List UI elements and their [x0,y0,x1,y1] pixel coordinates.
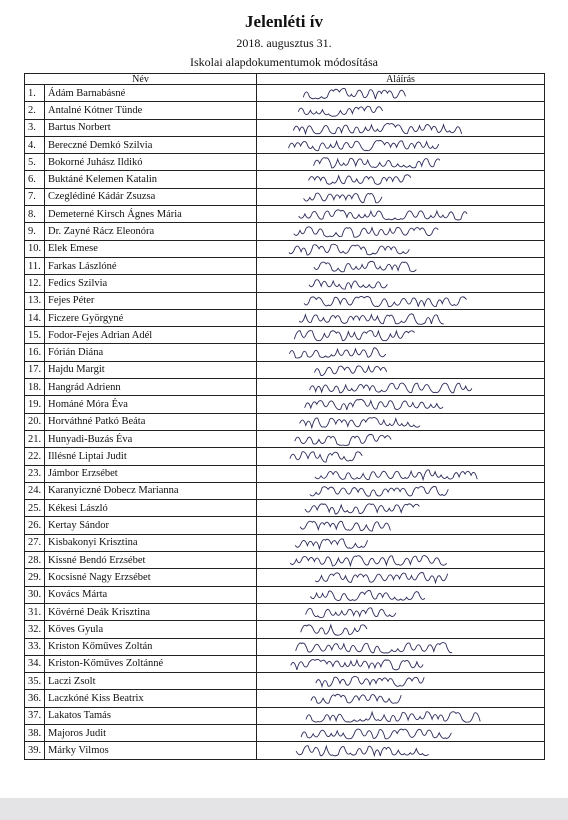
signature-cell [257,327,545,344]
table-row [25,171,545,188]
table-row [25,707,545,724]
attendee-name: Hunyadi-Buzás Éva [45,430,257,447]
signature-cell [257,344,545,361]
attendee-name: Fedics Szilvia [45,275,257,292]
table-row [25,154,545,171]
signature-cell [257,586,545,603]
signature-stroke [296,642,452,652]
signature-cell [257,517,545,534]
attendee-name: Fejes Péter [45,292,257,309]
row-number: 35. [25,673,45,690]
signature-cell [257,552,545,569]
handwritten-signature [257,171,545,188]
row-number: 36. [25,690,45,707]
signature-stroke [310,486,448,496]
signature-cell [257,188,545,205]
signature-cell [257,534,545,551]
row-number: 17. [25,361,45,378]
meeting-subject: Iskolai alapdokumentumok módosítása [190,55,378,69]
handwritten-signature [257,621,545,638]
attendee-name: Antalné Kótner Tünde [45,102,257,119]
table-header-row [25,74,545,85]
signature-stroke [316,573,448,583]
signature-stroke [290,556,446,566]
signature-stroke [291,659,423,669]
row-number: 15. [25,327,45,344]
table-row [25,309,545,326]
row-number: 2. [25,102,45,119]
handwritten-signature [257,414,545,431]
attendee-name: Kékesi László [45,500,257,517]
row-number: 6. [25,171,45,188]
row-number: 34. [25,655,45,672]
table-row [25,690,545,707]
signature-stroke [289,140,439,150]
signature-cell [257,275,545,292]
signature-stroke [294,227,438,237]
table-row [25,188,545,205]
table-row [25,361,545,378]
row-number: 24. [25,482,45,499]
table-row [25,344,545,361]
signature-stroke [306,711,480,722]
signature-cell [257,292,545,309]
table-row [25,655,545,672]
signature-stroke [295,434,391,445]
handwritten-signature [257,189,545,206]
row-number: 21. [25,430,45,447]
attendee-name: Bartus Norbert [45,119,257,136]
row-number: 5. [25,154,45,171]
row-number: 27. [25,534,45,551]
signature-stroke [303,88,405,99]
handwritten-signature [257,552,545,569]
handwritten-signature [257,725,545,742]
row-number: 9. [25,223,45,240]
signature-stroke [301,625,367,635]
handwritten-signature [257,223,545,240]
handwritten-signature [257,362,545,379]
attendee-name: Köves Gyula [45,621,257,638]
row-number: 31. [25,603,45,620]
attendee-name: Horváthné Patkó Beáta [45,413,257,430]
table-row [25,569,545,586]
signature-cell [257,309,545,326]
handwritten-signature [257,206,545,223]
signature-cell [257,154,545,171]
handwritten-signature [257,120,545,137]
meeting-date: 2018. augusztus 31. [236,36,332,50]
handwritten-signature [257,448,545,465]
signature-cell [257,136,545,153]
signature-cell [257,85,545,102]
table-row [25,275,545,292]
attendee-name: Laczkóné Kiss Beatrix [45,690,257,707]
row-number: 4. [25,136,45,153]
signature-cell [257,223,545,240]
signature-stroke [305,504,419,514]
signature-stroke [304,296,466,306]
signature-cell [257,413,545,430]
row-number: 20. [25,413,45,430]
signature-cell [257,465,545,482]
signature-stroke [310,383,472,393]
attendee-name: Ficzere Györgyné [45,309,257,326]
attendee-name: Kocsisné Nagy Erzsébet [45,569,257,586]
attendee-name: Czeglédiné Kádár Zsuzsa [45,188,257,205]
signature-stroke [294,331,414,341]
handwritten-signature [257,466,545,483]
table-row [25,413,545,430]
handwritten-signature [257,483,545,500]
row-number: 25. [25,500,45,517]
table-row [25,552,545,569]
table-row [25,85,545,102]
handwritten-signature [257,500,545,517]
signature-cell [257,379,545,396]
handwritten-signature [257,310,545,327]
row-number: 32. [25,621,45,638]
attendee-name: Kovács Márta [45,586,257,603]
row-number: 3. [25,119,45,136]
signature-cell [257,102,545,119]
row-number: 11. [25,257,45,274]
signature-stroke [289,244,409,255]
table-row [25,102,545,119]
table-row [25,482,545,499]
handwritten-signature [257,742,545,759]
handwritten-signature [257,344,545,361]
attendee-name: Bereczné Demkó Szilvia [45,136,257,153]
attendee-name: Buktáné Kelemen Katalin [45,171,257,188]
signature-stroke [306,608,396,618]
table-row [25,257,545,274]
signature-cell [257,500,545,517]
table-row [25,240,545,257]
table-row [25,724,545,741]
table-row [25,292,545,309]
handwritten-signature [257,327,545,344]
handwritten-signature [257,102,545,119]
handwritten-signature [257,241,545,258]
attendee-name: Kisbakonyi Krisztina [45,534,257,551]
signature-stroke [298,107,382,117]
attendee-name: Lakatos Tamás [45,707,257,724]
signature-cell [257,690,545,707]
table-row [25,448,545,465]
attendee-name: Hománé Móra Éva [45,396,257,413]
handwritten-signature [257,690,545,707]
handwritten-signature [257,379,545,396]
viewer-bottom-bar [0,798,568,820]
attendee-name: Karanyiczné Dobecz Marianna [45,482,257,499]
row-number: 19. [25,396,45,413]
signature-stroke [300,417,420,427]
signature-cell [257,361,545,378]
signature-stroke [299,314,443,324]
row-number: 7. [25,188,45,205]
signature-stroke [301,729,451,739]
table-row [25,206,545,223]
table-row [25,379,545,396]
handwritten-signature [257,673,545,690]
handwritten-signature [257,535,545,552]
row-number: 22. [25,448,45,465]
attendee-name: Hajdu Margit [45,361,257,378]
handwritten-signature [257,396,545,413]
attendee-name: Ádám Barnabásné [45,85,257,102]
handwritten-signature [257,656,545,673]
signature-cell [257,673,545,690]
signature-cell [257,603,545,620]
table-row [25,136,545,153]
signature-cell [257,430,545,447]
signature-cell [257,257,545,274]
table-row [25,327,545,344]
row-number: 23. [25,465,45,482]
table-row [25,500,545,517]
handwritten-signature [257,587,545,604]
signature-stroke [315,469,477,479]
signature-stroke [290,452,362,462]
attendee-name: Dr. Zayné Rácz Eleonóra [45,223,257,240]
signature-stroke [294,123,462,133]
signature-cell [257,240,545,257]
row-number: 8. [25,206,45,223]
signature-cell [257,707,545,724]
attendee-name: Kissné Bendó Erzsébet [45,552,257,569]
handwritten-signature [257,517,545,534]
signature-cell [257,119,545,136]
attendee-name: Laczi Zsolt [45,673,257,690]
attendee-name: Farkas Lászlóné [45,257,257,274]
row-number: 14. [25,309,45,326]
attendee-name: Majoros Judit [45,724,257,741]
signature-cell [257,638,545,655]
attendee-name: Kertay Sándor [45,517,257,534]
attendee-name: Fodor-Fejes Adrian Adél [45,327,257,344]
signature-stroke [295,539,367,549]
attendee-name: Illésné Liptai Judit [45,448,257,465]
attendee-name: Jámbor Erzsébet [45,465,257,482]
attendee-name: Márky Vilmos [45,742,257,759]
row-number: 26. [25,517,45,534]
table-row [25,465,545,482]
table-row [25,638,545,655]
signature-cell [257,655,545,672]
handwritten-signature [257,639,545,656]
row-number: 33. [25,638,45,655]
signature-column-header: Aláírás [257,74,545,85]
handwritten-signature [257,258,545,275]
table-row [25,673,545,690]
row-number: 12. [25,275,45,292]
row-number: 38. [25,724,45,741]
signature-stroke [311,590,425,600]
table-row [25,517,545,534]
signature-stroke [305,400,443,411]
table-row [25,603,545,620]
table-row [25,396,545,413]
attendee-name: Bokorné Juhász Ildikó [45,154,257,171]
name-column-header: Név [25,74,257,85]
handwritten-signature [257,293,545,310]
signature-stroke [309,175,411,185]
page-title: Jelenléti ív [245,12,323,31]
row-number: 1. [25,85,45,102]
signature-cell [257,482,545,499]
signature-cell [257,742,545,759]
signature-stroke [314,261,416,271]
signature-stroke [309,280,387,290]
handwritten-signature [257,431,545,448]
handwritten-signature [257,137,545,154]
signature-cell [257,206,545,223]
signature-cell [257,448,545,465]
row-number: 37. [25,707,45,724]
handwritten-signature [257,569,545,586]
signature-stroke [316,677,424,687]
table-row [25,223,545,240]
handwritten-signature [257,154,545,171]
attendee-name: Demeterné Kirsch Ágnes Mária [45,206,257,223]
table-row [25,621,545,638]
table-row [25,534,545,551]
attendee-name: Elek Emese [45,240,257,257]
table-row [25,742,545,759]
row-number: 29. [25,569,45,586]
row-number: 10. [25,240,45,257]
signature-stroke [315,366,387,376]
handwritten-signature [257,85,545,102]
signature-cell [257,621,545,638]
row-number: 30. [25,586,45,603]
signature-stroke [314,158,440,168]
attendee-name: Kriston Kőműves Zoltán [45,638,257,655]
row-number: 13. [25,292,45,309]
table-row [25,430,545,447]
signature-stroke [299,210,467,220]
attendance-table [24,73,545,760]
row-number: 16. [25,344,45,361]
attendee-name: Hangrád Adrienn [45,379,257,396]
handwritten-signature [257,275,545,292]
row-number: 39. [25,742,45,759]
signature-cell [257,396,545,413]
signature-cell [257,171,545,188]
signature-stroke [311,695,401,704]
signature-stroke [304,193,382,203]
signature-stroke [290,348,386,358]
handwritten-signature [257,708,545,725]
signature-cell [257,724,545,741]
signature-cell [257,569,545,586]
signature-stroke [296,746,428,756]
attendee-name: Kriston-Kőműves Zoltánné [45,655,257,672]
attendee-name: Fórián Diána [45,344,257,361]
table-row [25,119,545,136]
row-number: 28. [25,552,45,569]
handwritten-signature [257,604,545,621]
signature-stroke [300,522,390,532]
attendee-name: Kövérné Deák Krisztina [45,603,257,620]
row-number: 18. [25,379,45,396]
table-row [25,586,545,603]
